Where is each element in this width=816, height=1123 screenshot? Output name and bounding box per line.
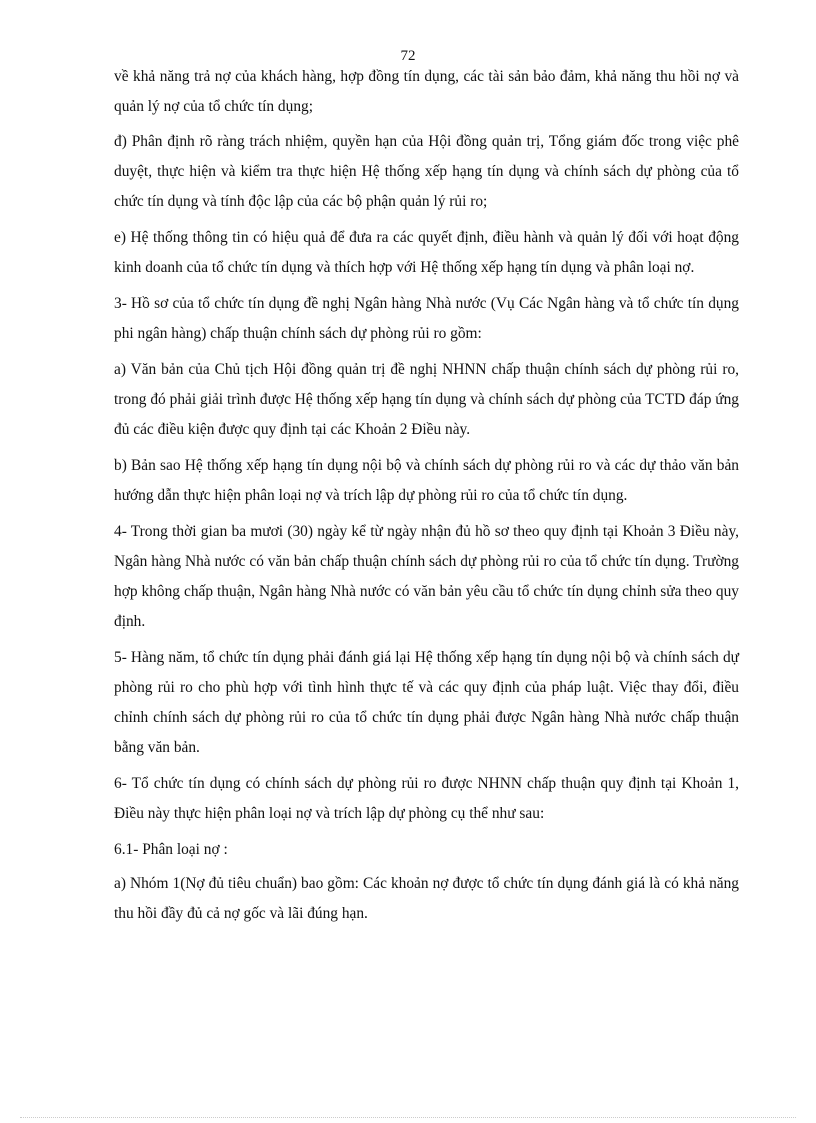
paragraph-item-dd: đ) Phân định rõ ràng trách nhiệm, quyền hạn của Hội đồng quản trị, Tổng giám đốc trong việc phê duyệt, thực hiện và kiểm tra thực hiện Hệ thống xếp hạng tín dụng và chính sách dự phòng của tổ chức tín dụng và tính độc lập của các bộ phận quản lý rủi ro; [114, 133, 739, 210]
paragraph-intro: về khả năng trả nợ của khách hàng, hợp đồng tín dụng, các tài sản bảo đảm, khả năng thu hồi nợ và quản lý nợ của tổ chức tín dụng; [114, 68, 739, 115]
page-number: 72 [400, 48, 416, 64]
page-bottom-rule [20, 1117, 796, 1118]
paragraph-section-4: 4- Trong thời gian ba mươi (30) ngày kể từ ngày nhận đủ hồ sơ theo quy định tại Khoản 3 Điều này, Ngân hàng Nhà nước có văn bản chấp thuận chính sách dự phòng rủi ro của tổ chức tín dụng. Trường hợp không chấp thuận, Ngân hàng Nhà nước có văn bản yêu cầu tổ chức tín dụng chỉnh sửa theo quy định. [114, 523, 739, 630]
paragraph-item-a: a) Văn bản của Chủ tịch Hội đồng quản trị đề nghị NHNN chấp thuận chính sách dự phòng rủi ro, trong đó phải giải trình được Hệ thống xếp hạng tín dụng và chính sách dự phòng của TCTD đáp ứng đủ các điều kiện được quy định tại các Khoản 2 Điều này. [114, 361, 739, 438]
paragraph-group-1: a) Nhóm 1(Nợ đủ tiêu chuẩn) bao gồm: Các khoản nợ được tổ chức tín dụng đánh giá là có khả năng thu hồi đầy đủ cả nợ gốc và lãi đúng hạn. [114, 875, 739, 922]
paragraph-section-3: 3- Hồ sơ của tổ chức tín dụng đề nghị Ngân hàng Nhà nước (Vụ Các Ngân hàng và tổ chức tín dụng phi ngân hàng) chấp thuận chính sách dự phòng rủi ro gồm: [114, 295, 739, 342]
paragraph-item-b: b) Bản sao Hệ thống xếp hạng tín dụng nội bộ và chính sách dự phòng rủi ro và các dự thảo văn bản hướng dẫn thực hiện phân loại nợ và trích lập dự phòng rủi ro của tổ chức tín dụng. [114, 457, 739, 504]
document-body [114, 62, 739, 935]
paragraph-item-e: e) Hệ thống thông tin có hiệu quả để đưa ra các quyết định, điều hành và quản lý đối với hoạt động kinh doanh của tổ chức tín dụng và thích hợp với Hệ thống xếp hạng tín dụng và phân loại nợ. [114, 229, 739, 276]
paragraph-section-6-1: 6.1- Phân loại nợ : [114, 841, 228, 858]
paragraph-section-5: 5- Hàng năm, tổ chức tín dụng phải đánh giá lại Hệ thống xếp hạng tín dụng nội bộ và chính sách dự phòng rủi ro cho phù hợp với tình hình thực tế và các quy định của pháp luật. Việc thay đổi, điều chỉnh chính sách dự phòng rủi ro của tổ chức tín dụng phải được Ngân hàng Nhà nước chấp thuận bằng văn bản. [114, 649, 739, 756]
paragraph-section-6: 6- Tổ chức tín dụng có chính sách dự phòng rủi ro được NHNN chấp thuận quy định tại Khoản 1, Điều này thực hiện phân loại nợ và trích lập dự phòng cụ thể như sau: [114, 775, 739, 822]
